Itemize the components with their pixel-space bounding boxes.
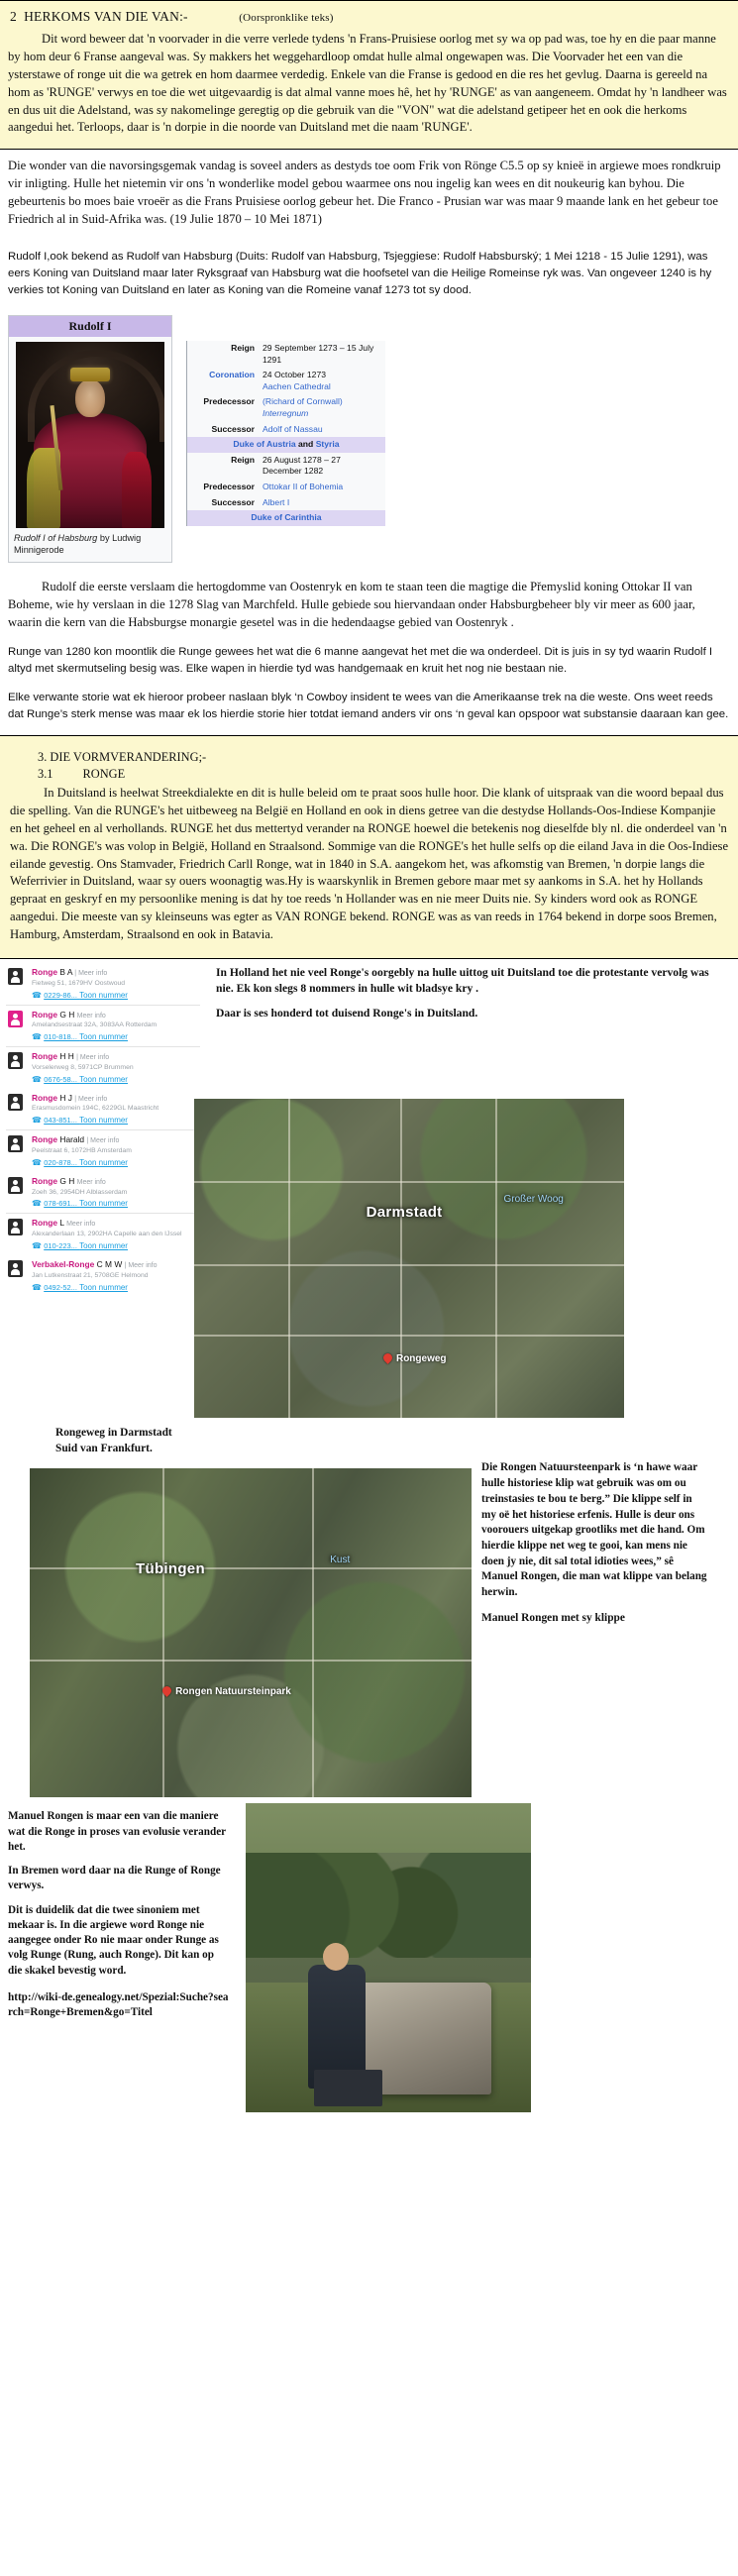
- section-3-body: In Duitsland is heelwat Streekdialekte en dit is hulle beleid om te praat soos hulle hoor. Die klank of uitspraak van die woord bepaal dus die spelling. Van die RUNGE's het uitbeweeg na België en Holland en ook in diens getree van die destydse Hollands-Oos-Indiese Kompanjie en het geheel en al verhollands. RUNGE het dus mettertyd verander na RONGE hoewel die betekenis nog dieselfde bly nl. die onderdeel van 'n wa. Die RONGE's was volop in België, Holland en Straalsond. Sommige van die RONGE's het hulle selfs op die eiland Java in die Oos-Indiese eilande gevestig. Ons Stamvader, Friedrich Carll Ronge, wat in 1840 in S.A. aangekom het, was afkomstig van Bremen, 'n dorpie langs die Weferrivier in Duitsland, waar sy ouers woonagtig was.Hy is waarskynlik in Bremen gebore maar met sy aankoms in S.A. het hy Hollands gepraat en geskryf en my persoonlike mening is dat hy toe reeds 'n Hollander was en nie meer Duits nie. Sy kinders word ook as RONGE aangedui. Die meeste van sy kleinseuns was egter as VAN RONGE bekend. RONGE was as van reeds in 1764 bekend in dorpe soos Bremen, Hamburg, Amsterdam, Straalsond en ook in Batavia.: [10, 786, 729, 942]
- list-item[interactable]: [6, 1046, 200, 1089]
- directory-surname: Ronge: [32, 1218, 58, 1229]
- rudolf-image-card: [8, 315, 172, 563]
- section-3-subheading: [38, 767, 730, 782]
- bottom-text-block: [0, 1803, 236, 2035]
- infobox-row: [187, 368, 385, 394]
- portrait-vignette: [16, 342, 164, 528]
- phone-number: 020-878...: [44, 1157, 77, 1167]
- phone-number: 0492-52...: [44, 1282, 77, 1292]
- directory-address: Alexanderlaan 13, 2902HA Capelle aan den IJssel: [32, 1231, 182, 1238]
- more-info-link[interactable]: | Meer info: [74, 969, 108, 977]
- list-item[interactable]: [6, 1005, 200, 1047]
- section-2-note: (Oorspronklike teks): [239, 12, 334, 24]
- phone-number: 0229-86...: [44, 990, 77, 1000]
- phone-icon: ☎: [32, 1116, 42, 1126]
- darmstadt-map-wrapper: [0, 1099, 738, 1418]
- more-info-link[interactable]: | Meer info: [74, 1095, 108, 1103]
- photo-trees: [246, 1853, 531, 1958]
- map-road: [495, 1099, 497, 1418]
- phone-number: 010-223...: [44, 1240, 77, 1250]
- directory-surname: Ronge: [32, 966, 58, 977]
- darmstadt-caption-line-1: Rongeweg in Darmstadt: [55, 1426, 172, 1439]
- section-2-title: HERKOMS VAN DIE VAN:-: [24, 9, 188, 24]
- directory-initials: L: [59, 1218, 64, 1229]
- directory-surname: Ronge: [32, 1175, 58, 1186]
- infobox-label-reign-2: Reign: [231, 454, 255, 465]
- directory-initials: C M W: [96, 1258, 123, 1269]
- rudolf-caption: [9, 530, 171, 562]
- phone-icon: ☎: [32, 1074, 42, 1084]
- more-info-link[interactable]: Meer info: [66, 1221, 96, 1229]
- infobox-section-row: [187, 510, 385, 526]
- park-note-text: Die Rongen Natuursteenpark is ‘n hawe waar hulle historiese klip wat gebruik was om ou treinstasies te bou te berg.” Die klippe self in my oë het historiese erfenis. Hulle is deur ons voorouers uitgekap grootliks met die hand. Om hierdie klippe net weg te gooi, kan mens nie doen jy nie, dit sal total idioties wees,” sê Manuel Rongen, die man wat klippe van belang herwin.: [481, 1461, 707, 1598]
- phone-icon: ☎: [32, 1157, 42, 1167]
- section-2-number: 2: [10, 9, 17, 24]
- map-road: [288, 1099, 290, 1418]
- section-2-block: [0, 0, 738, 150]
- phone-icon: ☎: [32, 990, 42, 1000]
- manuel-rongen-photo: [246, 1803, 531, 2112]
- map-road: [30, 1660, 472, 1662]
- holland-note-paragraph-1: In Holland het nie veel Ronge's oorgebly na hulle uittog uit Duitsland toe die protestante vervolg was nie. Ek kon slegs 8 nommers in hulle wit bladsye kry .: [216, 965, 709, 996]
- section-3-sub-number: 3.1: [38, 767, 53, 782]
- holland-note-paragraph-2: Daar is ses honderd tot duisend Ronge's in Duitsland.: [216, 1006, 478, 1020]
- infobox-section-header-carinthia: [187, 510, 385, 526]
- rudolf-portrait-image: [16, 342, 164, 528]
- directory-name: [32, 1051, 200, 1063]
- directory-surname: Ronge: [32, 1009, 58, 1020]
- map-road: [194, 1264, 624, 1266]
- infobox-section-row: [187, 437, 385, 453]
- map-pin-label: Rongeweg: [395, 1353, 447, 1365]
- directory-phone[interactable]: [32, 1032, 200, 1041]
- bottom-source-url[interactable]: http://wiki-de.genealogy.net/Spezial:Suche?search=Ronge+Bremen&go=Titel: [8, 1990, 229, 2019]
- bottom-paragraph-2: In Bremen word daar na die Runge of Ronge verwys.: [8, 1865, 221, 1892]
- photo-person-legs: [314, 2070, 382, 2106]
- infobox-row: [187, 453, 385, 480]
- directory-surname: Verbakel-Ronge: [32, 1258, 95, 1269]
- infobox-section-header-austria: [187, 437, 385, 453]
- show-number-label: Toon nummer: [79, 1282, 128, 1292]
- more-info-link[interactable]: | Meer info: [76, 1054, 110, 1062]
- infobox-row: [187, 495, 385, 511]
- infobox-value-predecessor-1: [259, 394, 385, 421]
- successor-link-1[interactable]: Adolf of Nassau: [263, 423, 323, 434]
- directory-surname: Ronge: [32, 1134, 58, 1145]
- phone-number: 043-851...: [44, 1116, 77, 1126]
- directory-address: Peelstraat 6, 1072HB Amsterdam: [32, 1146, 132, 1154]
- show-number-label: Toon nummer: [79, 1116, 128, 1126]
- map-pin[interactable]: [381, 1351, 394, 1364]
- infobox-value-successor-2: [259, 495, 385, 511]
- rudolf-card-title: Rudolf I: [9, 316, 171, 337]
- directory-surname: Ronge: [32, 1092, 58, 1103]
- map-road: [162, 1468, 164, 1797]
- map-secondary-label: Kust: [330, 1554, 351, 1565]
- directory-name: [32, 967, 200, 979]
- person-icon: [8, 968, 23, 985]
- phone-number: 078-691...: [44, 1199, 77, 1209]
- list-item[interactable]: [6, 963, 200, 1005]
- rudolf-caption-title: Rudolf I of Habsburg: [14, 533, 98, 544]
- directory-initials: Harald: [59, 1134, 85, 1145]
- header-duke-carinthia-link[interactable]: Duke of Carinthia: [251, 512, 322, 523]
- directory-address: Erasmusdomein 194C, 6229GL Maastricht: [32, 1105, 159, 1113]
- section-3-sub-title: RONGE: [82, 767, 126, 782]
- show-number-label: Toon nummer: [79, 990, 128, 1000]
- darmstadt-caption-line-2: Suid van Frankfurt.: [55, 1442, 153, 1454]
- show-number-label: Toon nummer: [79, 1074, 128, 1084]
- map-pin-label: Rongen Natuursteinpark: [175, 1685, 291, 1697]
- map-city-label: Darmstadt: [366, 1203, 443, 1221]
- darmstadt-satellite-map[interactable]: [194, 1099, 624, 1418]
- predecessor-link-2[interactable]: Interregnum: [263, 408, 309, 419]
- infobox-label-reign-1: Reign: [231, 343, 255, 354]
- coronation-place-link[interactable]: Aachen Cathedral: [263, 380, 331, 391]
- infobox-table: [187, 341, 385, 526]
- darmstadt-caption: [55, 1426, 738, 1457]
- directory-initials: G H: [59, 1175, 75, 1186]
- section-2-heading: [10, 9, 730, 25]
- map-road: [194, 1181, 624, 1183]
- show-number-label: Toon nummer: [79, 1199, 128, 1209]
- infobox-value-reign-2: 26 August 1278 – 27 December 1282: [263, 454, 341, 477]
- photo-upper-field: [246, 1803, 531, 1853]
- directory-phone[interactable]: [32, 991, 200, 1000]
- person-icon: [8, 1052, 23, 1069]
- header-and: and: [295, 439, 316, 450]
- map-city-label: Tübingen: [136, 1560, 205, 1578]
- predecessor-link-1[interactable]: (Richard of Cornwall): [263, 396, 343, 407]
- after-rudolf-block: [0, 567, 738, 735]
- phone-icon: ☎: [32, 1282, 42, 1292]
- infobox-value-reign-1: 29 September 1273 – 15 July 1291: [263, 343, 374, 365]
- directory-address: Zoeh 36, 2954DH Alblasserdam: [32, 1188, 128, 1196]
- phone-icon: ☎: [32, 1199, 42, 1209]
- show-number-label: Toon nummer: [79, 1032, 128, 1042]
- navorsing-paragraph: Die wonder van die navorsingsgemak vandag is soveel anders as destyds toe oom Frik von Rönge C5.5 op sy knieë in argiewe moes rondkruip vir inligting. Hulle het nietemin vir ons 'n wonderlike model gebou waarmee ons nou ingelig kan wees en dit noukeurig kan byhou. Die gebeurtenis bo moes baie vroeër as die Frans Pruisiese oorlog gebeur het. Die Franco - Prusian war was maar 9 maande lank en het gebeur toe Friedrich al in Suid-Afrika was. (19 Julie 1870 – 10 Mei 1871): [8, 159, 721, 226]
- directory-address: Jan Lutkenstraat 21, 5708GE Helmond: [32, 1271, 149, 1279]
- infobox-value-coronation: [259, 368, 385, 394]
- infobox-value-successor-1: [259, 422, 385, 438]
- more-info-link[interactable]: Meer info: [76, 1012, 106, 1020]
- rudolf-infobox: [186, 341, 385, 526]
- after-rudolf-sans-paragraph-2: Elke verwante storie wat ek hieroor probeer naslaan blyk ‘n Cowboy insident te wees van die Amerikaanse trek na die weste. Ons weet reeds dat Runge’s sterk mense was maar ek los hierdie storie hier totdat iemand anders vir ons ‘n geval kan opspoor wat substansie daaraan kan gee.: [8, 691, 729, 720]
- tubingen-satellite-map[interactable]: [30, 1468, 472, 1797]
- photo-person-head: [323, 1943, 349, 1971]
- infobox-row: [187, 480, 385, 495]
- phone-number: 0676-58...: [44, 1074, 77, 1084]
- bottom-row: [0, 1803, 738, 2112]
- tubingen-row: [0, 1456, 738, 1797]
- section-3-heading: 3. DIE VORMVERANDERING;-: [38, 750, 207, 765]
- coronation-date: 24 October 1273: [263, 370, 327, 380]
- successor-link-2[interactable]: Albert I: [263, 496, 290, 507]
- person-icon: [8, 1011, 23, 1027]
- manuel-photo-caption: Manuel Rongen met sy klippe: [481, 1611, 625, 1624]
- directory-phone[interactable]: [32, 1075, 200, 1084]
- directory-address: Amelandsestraat 32A, 3083AA Rotterdam: [32, 1021, 158, 1029]
- header-duke-austria-link[interactable]: Duke of Austria: [233, 439, 296, 450]
- directory-initials: B A: [59, 966, 72, 977]
- header-styria-link[interactable]: Styria: [315, 439, 340, 450]
- infobox-row: [187, 341, 385, 368]
- infobox-label-predecessor-2: Predecessor: [203, 482, 255, 492]
- infobox-row: [187, 422, 385, 438]
- phone-number: 010-818...: [44, 1032, 77, 1042]
- infobox-row: [187, 394, 385, 421]
- show-number-label: Toon nummer: [79, 1240, 128, 1250]
- infobox-value-predecessor-2: [259, 480, 385, 495]
- map-water-label: Großer Woog: [503, 1194, 564, 1206]
- phone-icon: ☎: [32, 1240, 42, 1250]
- more-info-link[interactable]: | Meer info: [124, 1261, 158, 1269]
- after-rudolf-sans-paragraph-1: Runge van 1280 kon moontlik die Runge gewees het wat die 6 manne aangevat het met die wa onderdeel. Dit is juis in sy tyd waarin Rudolf I altyd met skermutseling besig was. Elke wapen in hierdie tyd was handgemaak en kruit het nog nie bestaan nie.: [8, 645, 713, 675]
- rudolf-row: [0, 311, 738, 567]
- phone-icon: ☎: [32, 1032, 42, 1042]
- section-3-block: [0, 735, 738, 959]
- directory-address: Vorselerweg 8, 5971CP Brummen: [32, 1063, 134, 1071]
- predecessor-link-3[interactable]: Ottokar II of Bohemia: [263, 482, 344, 492]
- infobox-label-successor-1: Successor: [211, 423, 255, 434]
- rudolf-intro-block: [0, 239, 738, 311]
- park-note-block: [481, 1456, 709, 1626]
- directory-initials: H H: [59, 1051, 74, 1062]
- show-number-label: Toon nummer: [79, 1157, 128, 1167]
- rudolf-caption-rest: by Ludwig Minnigerode: [14, 533, 142, 556]
- directory-surname: Ronge: [32, 1051, 58, 1062]
- map-road: [400, 1099, 402, 1418]
- directory-name: [32, 1010, 200, 1021]
- bottom-paragraph-3: Dit is duidelik dat die twee sinoniem met mekaar is. In die argiewe word Ronge nie aangegee onder Ro nie maar onder Runge as volg Runge (Rung, auch Ronge). Dit kan op die skakel bevestig word.: [8, 1903, 219, 1977]
- map-road: [194, 1335, 624, 1337]
- more-info-link[interactable]: Meer info: [76, 1178, 106, 1186]
- infobox-label-successor-2: Successor: [211, 496, 255, 507]
- navorsing-block: [0, 150, 738, 239]
- holland-note-block: [204, 959, 738, 1031]
- map-road: [312, 1468, 314, 1797]
- section-2-paragraph: Dit word beweer dat 'n voorvader in die verre verlede tydens 'n Frans-Pruisiese oorlog met sy wa op pad was, toe hy en die paar manne by hom deur 6 Franse aangeval was. Sy makkers het weggehardloop omdat hulle almal ongewapen was. Die Voorvader het een van die ysterstawe of ronge uit die wa getrek en hom daarmee verdedig. Enkele van die Franse is gedood en die res het gevlug. Daarna is gereeld na hom as 'RUNGE' verwys en toe die wet uitgevaardig is dat almal vanne moes hê, het hy 'RUNGE' as van aangeneem. Omdat hy 'n landheer was en dus uit die Adelstand, was sy nakomelinge geregtig op die gebruik van die "VON" wat die adelstand getipeer het en ook die herkoms aangedui het. Terloops, daar is 'n dorpie in die noorde van Duitsland met die naam 'RUNGE'.: [8, 32, 727, 135]
- after-rudolf-serif-paragraph: Rudolf die eerste verslaam die hertogdomme van Oostenryk en kom te staan teen die magtige die Přemyslid koning Ottokar II van Boheme, wie hy verslaan in die 1278 Slag van Marchfeld. Hulle gebiede sou hiervandaan onder Habsburgbeheer bly vir meer as 600 jaar, waarin die kern van die Habsburgse monargie gesetel was in die hedendaagse gebied van Oostenryk .: [8, 579, 695, 629]
- infobox-label-predecessor-1: Predecessor: [203, 396, 255, 407]
- bottom-paragraph-1: Manuel Rongen is maar een van die maniere wat die Ronge in proses van evolusie verander het.: [8, 1810, 226, 1853]
- directory-initials: G H: [59, 1009, 75, 1020]
- directory-address: Fietweg 51, 1679HV Oostwoud: [32, 979, 126, 987]
- map-road: [30, 1567, 472, 1569]
- more-info-link[interactable]: | Meer info: [86, 1137, 120, 1145]
- directory-initials: H J: [59, 1092, 72, 1103]
- infobox-label-coronation[interactable]: Coronation: [209, 370, 255, 380]
- rudolf-intro-paragraph: Rudolf I,ook bekend as Rudolf van Habsburg (Duits: Rudolf van Habsburg, Tsjeggiese: Rudolf Habsburský; 1 Mei 1218 - 15 Julie 1291), was eers Koning van Duitsland maar later Ryksgraaf van Habsburg wat die hoofsetel van die Heilige Romeinse ryk was. Van ongeveer 1240 is hy verkies tot Koning van Duitsland en later as Koning van die Romeine vanaf 1273 tot sy dood.: [8, 250, 712, 296]
